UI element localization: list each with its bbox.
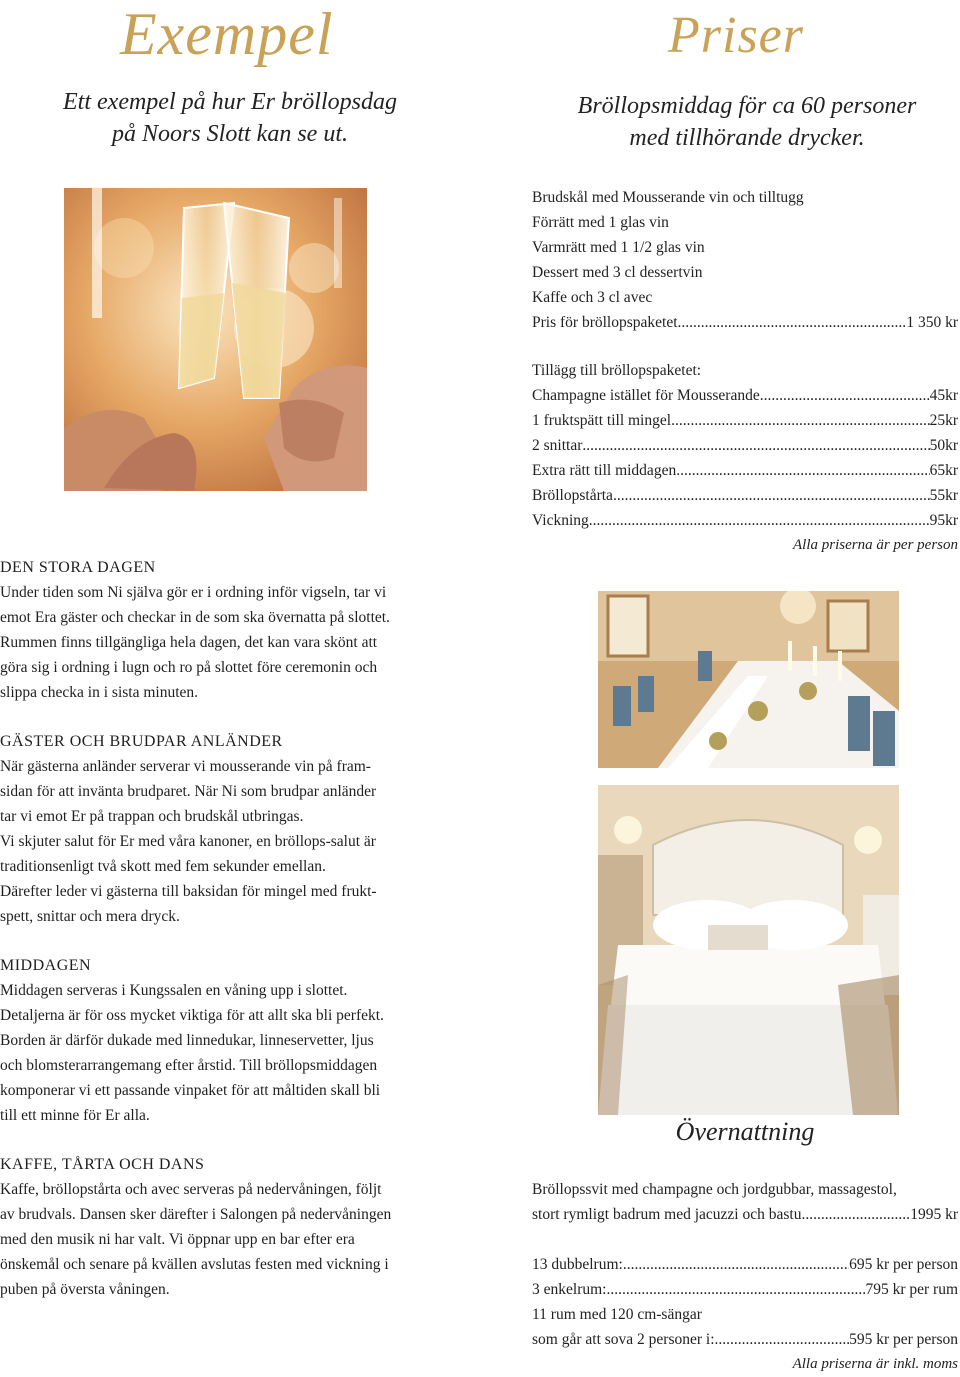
- price-value: 795 kr per rum: [865, 1281, 958, 1298]
- paragraph-line: Därefter leder vi gästerna till baksidan för mingel med frukt-: [0, 883, 377, 900]
- room-price-row: [532, 1277, 958, 1302]
- right-title: Priser: [668, 7, 804, 64]
- price-label: 2 snittar: [532, 437, 583, 454]
- dining-room-photo: [598, 591, 899, 768]
- dot-leader: [715, 1327, 850, 1352]
- paragraph-line: önskemål och senare på kvällen avslutas festen med vickning i: [0, 1256, 389, 1273]
- package-item: Förrätt med 1 glas vin: [532, 214, 669, 231]
- paragraph-line: traditionsenligt två skott med fem sekunder emellan.: [0, 858, 326, 875]
- right-subtitle-line: med tillhörande drycker.: [629, 125, 865, 151]
- dot-leader: [623, 1252, 849, 1277]
- paragraph-line: Under tiden som Ni själva gör er i ordning inför vigseln, tar vi: [0, 584, 387, 601]
- price-value: 595 kr per person: [849, 1331, 958, 1348]
- paragraph-line: med den musik ni har valt. Vi öppnar upp en bar efter era: [0, 1231, 355, 1248]
- paragraph-line: av brudvals. Dansen sker därefter i Salongen på nedervåningen: [0, 1206, 392, 1223]
- addons-note: Alla priserna är per person: [793, 537, 958, 553]
- price-value: 45kr: [929, 387, 958, 404]
- paragraph-line: och blomsterarrangemang efter årstid. Till bröllopsmiddagen: [0, 1057, 378, 1074]
- paragraph-line: Vi skjuter salut för Er med våra kanoner, en bröllops-salut är: [0, 833, 376, 850]
- suite-description: Bröllopssvit med champagne och jordgubbar, massagestol,: [532, 1181, 897, 1198]
- package-item: Dessert med 3 cl dessertvin: [532, 264, 703, 281]
- package-price-row: [532, 310, 958, 335]
- paragraph-line: Borden är därför dukade med linnedukar, linneservetter, ljus: [0, 1032, 374, 1049]
- addon-row: [532, 483, 958, 508]
- right-subtitle: [552, 90, 942, 154]
- spacer: [532, 1227, 958, 1252]
- addons-list: [532, 358, 958, 558]
- package-item: Varmrätt med 1 1/2 glas vin: [532, 239, 705, 256]
- paragraph-line: slippa checka in i sista minuten.: [0, 684, 199, 701]
- section-middagen: [0, 953, 440, 1128]
- price-label: stort rymligt badrum med jacuzzi och bastu: [532, 1206, 802, 1223]
- addon-row: [532, 408, 958, 433]
- paragraph-line: sidan för att invänta brudparet. När Ni som brudpar anländer: [0, 783, 377, 800]
- section-kaffe-tarta-dans: [0, 1152, 440, 1302]
- paragraph-line: När gästerna anländer serverar vi mousserande vin på fram-: [0, 758, 371, 775]
- price-label: Champagne istället för Mousserande: [532, 387, 760, 404]
- paragraph-line: Kaffe, bröllopstårta och avec serveras på nedervåningen, följt: [0, 1181, 382, 1198]
- price-value: 1995 kr: [910, 1206, 958, 1223]
- addon-row: [532, 458, 958, 483]
- addon-row: [532, 383, 958, 408]
- addon-row: [532, 508, 958, 533]
- package-item: Brudskål med Mousserande vin och tilltugg: [532, 189, 804, 206]
- price-value: 50kr: [929, 437, 958, 454]
- left-title: Exempel: [120, 1, 334, 67]
- right-subtitle-line: Bröllopsmiddag för ca 60 personer: [577, 93, 917, 119]
- section-heading: DEN STORA DAGEN: [0, 559, 156, 576]
- dot-leader: [801, 1202, 910, 1227]
- dot-leader: [678, 310, 907, 335]
- package-item: Kaffe och 3 cl avec: [532, 289, 653, 306]
- paragraph-line: puben på översta våningen.: [0, 1281, 170, 1298]
- price-value: 25kr: [929, 412, 958, 429]
- price-value: 695 kr per person: [849, 1256, 958, 1273]
- price-label: 3 enkelrum:: [532, 1281, 607, 1298]
- paragraph-line: komponerar vi ett passande vinpaket för att måltiden skall bli: [0, 1082, 381, 1099]
- price-label: Extra rätt till middagen: [532, 462, 677, 479]
- package-list: [532, 185, 958, 335]
- champagne-toast-photo: [64, 188, 367, 491]
- room-price-row: [532, 1252, 958, 1277]
- bridal-suite-photo: [598, 785, 899, 1115]
- paragraph-line: spett, snittar och mera dryck.: [0, 908, 180, 925]
- addon-row: [532, 433, 958, 458]
- overnight-list: [532, 1177, 958, 1377]
- overnight-title: Övernattning: [675, 1117, 815, 1146]
- paragraph-line: göra sig i ordning i lugn och ro på slottet före ceremonin och: [0, 659, 378, 676]
- suite-price-row: [532, 1202, 958, 1227]
- price-label: Vickning: [532, 512, 589, 529]
- left-subtitle: [30, 86, 430, 150]
- dot-leader: [582, 433, 929, 458]
- paragraph-line: Rummen finns tillgängliga hela dagen, det kan vara skönt att: [0, 634, 378, 651]
- price-label: Pris för bröllopspaketet: [532, 314, 678, 331]
- section-heading: GÄSTER OCH BRUDPAR ANLÄNDER: [0, 733, 283, 750]
- paragraph-line: emot Era gäster och checkar in de som ska övernatta på slottet.: [0, 609, 390, 626]
- room-price-row: [532, 1327, 958, 1352]
- paragraph-line: till ett minne för Er alla.: [0, 1107, 150, 1124]
- section-gaster-och-brudpar: [0, 729, 440, 929]
- dot-leader: [760, 383, 930, 408]
- price-label: 13 dubbelrum:: [532, 1256, 623, 1273]
- price-value: 55kr: [929, 487, 958, 504]
- section-heading: MIDDAGEN: [0, 957, 92, 974]
- beds-line: 11 rum med 120 cm-sängar: [532, 1306, 702, 1323]
- addons-heading: Tillägg till bröllopspaketet:: [532, 362, 702, 379]
- left-subtitle-line: på Noors Slott kan se ut.: [111, 121, 348, 147]
- price-label: 1 fruktspätt till mingel: [532, 412, 672, 429]
- left-subtitle-line: Ett exempel på hur Er bröllopsdag: [63, 89, 397, 115]
- dot-leader: [589, 508, 930, 533]
- price-value: 65kr: [929, 462, 958, 479]
- dot-leader: [613, 483, 930, 508]
- overnight-note: Alla priserna är inkl. moms: [792, 1356, 958, 1372]
- dot-leader: [676, 458, 929, 483]
- price-value: 95kr: [929, 512, 958, 529]
- dot-leader: [671, 408, 930, 433]
- price-label: Bröllopstårta: [532, 487, 613, 504]
- paragraph-line: Detaljerna är för oss mycket viktiga för att allt ska bli perfekt.: [0, 1007, 384, 1024]
- paragraph-line: Middagen serveras i Kungssalen en våning upp i slottet.: [0, 982, 348, 999]
- section-den-stora-dagen: [0, 555, 440, 705]
- dot-leader: [606, 1277, 865, 1302]
- price-value: 1 350 kr: [906, 314, 958, 331]
- section-heading: KAFFE, TÅRTA OCH DANS: [0, 1156, 205, 1173]
- paragraph-line: tar vi emot Er på trappan och brudskål utbringas.: [0, 808, 304, 825]
- price-label: som går att sova 2 personer i:: [532, 1331, 715, 1348]
